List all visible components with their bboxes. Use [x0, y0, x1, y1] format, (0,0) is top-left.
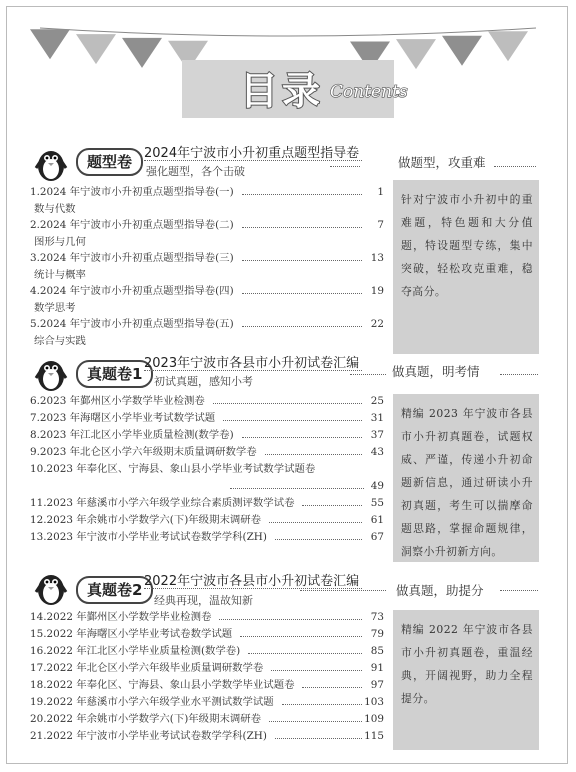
toc-entry-title: 17.2022 年北仑区小学六年级毕业质量调研数学卷 [30, 662, 264, 674]
toc-entry-title: 3.2024 年宁波市小升初重点题型指导卷(三) [30, 252, 234, 264]
bunting-flag [442, 36, 482, 66]
toc-entry-page: 91 [370, 662, 384, 674]
leader-dots [230, 488, 364, 489]
toc-entry-title: 12.2023 年余姚市小学数学六(下)年级期末调研卷 [30, 514, 262, 526]
toc-entry[interactable] [30, 393, 386, 410]
penguin-mascot-icon [30, 566, 72, 608]
motto-leader [500, 590, 538, 591]
toc-entry-page: 49 [370, 480, 384, 492]
toc-list [30, 609, 386, 745]
toc-entry-title: 1.2024 年宁波市小升初重点题型指导卷(一) [30, 186, 234, 198]
leader-dots [223, 420, 362, 421]
toc-entry[interactable] [30, 495, 386, 512]
leader-dots [242, 293, 362, 294]
section-title: 2024年宁波市小升初重点题型指导卷 [144, 146, 360, 161]
toc-entry-title: 15.2022 年海曙区小学毕业考试卷数学试题 [30, 628, 233, 640]
toc-entry-title: 19.2022 年慈溪市小学六年级学业水平测试数学试题 [30, 696, 274, 708]
bunting-flag [488, 31, 528, 61]
toc-entry[interactable] [30, 728, 386, 745]
toc-entry-page: 79 [370, 628, 384, 640]
toc-entry-title: 13.2023 年宁波市小学毕业考试试卷数学学科(ZH) [30, 531, 267, 543]
motto-leader [500, 374, 538, 375]
section-badge: 真题卷1 [76, 360, 153, 388]
leader-dots [242, 194, 362, 195]
bunting-flag [122, 38, 162, 68]
leader-dots [275, 738, 362, 739]
section-subtitle: 初试真题，感知小考 [154, 375, 253, 388]
toc-entry[interactable] [30, 660, 386, 677]
toc-entry[interactable] [30, 444, 386, 461]
leader-dots [265, 454, 362, 455]
section-sidebar-note: 精编 2022 年宁波市各县市小升初真题卷，重温经典，开阔视野，助力全程提分。 [393, 610, 539, 750]
toc-entry-page: 55 [370, 497, 384, 509]
leader-dots [213, 403, 362, 404]
toc-entry[interactable] [30, 609, 386, 626]
leader-dots [240, 636, 362, 637]
toc-entry-page: 85 [370, 645, 384, 657]
toc-entry[interactable] [30, 283, 386, 300]
toc-entry-page: 61 [370, 514, 384, 526]
leader-dots [242, 326, 362, 327]
section-sidebar-note: 针对宁波市小升初中的重难题，特色题和大分值题，特设题型专练，集中突破，轻松攻克重难，稳夺高分。 [393, 180, 539, 354]
motto-leader [350, 374, 386, 375]
leader-dots [302, 687, 362, 688]
bunting-flag [396, 39, 436, 69]
toc-entry[interactable] [30, 427, 386, 444]
section-badge: 题型卷 [76, 148, 143, 176]
toc-entry-subtitle: 综合与实践 [34, 335, 86, 347]
section-badge: 真题卷2 [76, 576, 153, 604]
toc-entry-title: 14.2022 年鄞州区小学数学毕业检测卷 [30, 611, 212, 623]
bunting-flag [76, 34, 116, 64]
section-motto: 做真题，助提分 [396, 583, 484, 598]
toc-entry-page: 103 [364, 696, 384, 708]
section-motto: 做题型，攻重难 [398, 155, 486, 170]
toc-entry-page: 1 [377, 186, 384, 198]
section-divider [144, 160, 362, 161]
toc-entry-subtitle: 数与代数 [34, 203, 76, 215]
toc-entry-title: 6.2023 年鄞州区小学数学毕业检测卷 [30, 395, 205, 407]
toc-entry-title: 11.2023 年慈溪市小学六年级学业综合素质测评数学试卷 [30, 497, 295, 509]
toc-entry-title: 10.2023 年奉化区、宁海县、象山县小学毕业考试数学试题卷 [30, 463, 316, 475]
section-motto: 做真题，明考情 [392, 364, 480, 379]
toc-entry-title: 4.2024 年宁波市小升初重点题型指导卷(四) [30, 285, 234, 297]
section-subtitle: 强化题型，各个击破 [146, 165, 245, 178]
motto-leader [330, 166, 360, 167]
leader-dots [248, 653, 362, 654]
leader-dots [282, 704, 362, 705]
toc-entry-page: 31 [370, 412, 384, 424]
toc-entry[interactable] [30, 250, 386, 267]
penguin-mascot-icon [30, 142, 72, 184]
toc-entry-title: 18.2022 年奉化区、宁海县、象山县小学数学毕业试题卷 [30, 679, 295, 691]
toc-entry[interactable] [30, 711, 386, 728]
penguin-mascot-icon [30, 352, 72, 394]
leader-dots [269, 522, 362, 523]
toc-entry-page: 115 [364, 730, 384, 742]
toc-entry-page: 13 [370, 252, 384, 264]
toc-list [30, 184, 386, 349]
leader-dots [242, 227, 362, 228]
motto-leader [300, 590, 386, 591]
toc-entry-title: 16.2022 年江北区小学毕业质量检测(数学卷) [30, 645, 241, 657]
leader-dots [242, 260, 362, 261]
toc-entry-page: 73 [370, 611, 384, 623]
toc-entry[interactable] [30, 694, 386, 711]
toc-entry[interactable] [30, 461, 386, 478]
page-title: 目录 [240, 69, 325, 113]
leader-dots [269, 721, 362, 722]
toc-entry-subtitle: 图形与几何 [34, 236, 86, 248]
toc-entry-page: 37 [370, 429, 384, 441]
toc-entry[interactable] [30, 217, 386, 234]
toc-entry-title: 20.2022 年余姚市小学数学六(下)年级期末调研卷 [30, 713, 262, 725]
toc-entry-page: 22 [370, 318, 384, 330]
section-title: 2022年宁波市各县市小升初试卷汇编 [144, 574, 360, 589]
leader-dots [302, 505, 362, 506]
toc-entry[interactable] [30, 643, 386, 660]
motto-leader [494, 166, 536, 167]
toc-entry-title: 2.2024 年宁波市小升初重点题型指导卷(二) [30, 219, 234, 231]
toc-entry[interactable] [30, 316, 386, 333]
toc-entry[interactable] [30, 529, 386, 546]
toc-entry-title: 9.2023 年北仑区小学六年级期末质量调研数学卷 [30, 446, 257, 458]
toc-entry[interactable] [30, 410, 386, 427]
toc-entry-title: 5.2024 年宁波市小升初重点题型指导卷(五) [30, 318, 234, 330]
toc-entry-page: 97 [370, 679, 384, 691]
toc-entry-page: 25 [370, 395, 384, 407]
toc-entry[interactable] [30, 512, 386, 529]
toc-entry-subtitle: 数学思考 [34, 302, 76, 314]
section-divider [144, 370, 362, 371]
leader-dots [219, 619, 362, 620]
toc-entry[interactable] [30, 626, 386, 643]
toc-entry-page: 19 [370, 285, 384, 297]
page-title-english: Contents [330, 82, 408, 102]
leader-dots [275, 539, 362, 540]
toc-entry-page: 7 [377, 219, 384, 231]
leader-dots [271, 670, 362, 671]
section-subtitle: 经典再现，温故知新 [154, 594, 253, 607]
section-sidebar-note: 精编 2023 年宁波市各县市小升初真题卷，试题权威、严谨，传递小升初命题新信息，通过研读小升初真题，考生可以揣摩命题思路，掌握命题规律，洞察小升初新方向。 [393, 394, 539, 562]
toc-entry-page: 109 [364, 713, 384, 725]
toc-entry-continuation [30, 478, 386, 495]
toc-list [30, 393, 386, 546]
toc-entry-page: 43 [370, 446, 384, 458]
toc-entry-subtitle: 统计与概率 [34, 269, 86, 281]
bunting-flag [30, 29, 70, 59]
toc-entry[interactable] [30, 677, 386, 694]
toc-entry-page: 67 [370, 531, 384, 543]
section-title: 2023年宁波市各县市小升初试卷汇编 [144, 356, 360, 371]
toc-entry[interactable] [30, 184, 386, 201]
toc-entry-title: 21.2022 年宁波市小学毕业考试试卷数学学科(ZH) [30, 730, 267, 742]
leader-dots [242, 437, 362, 438]
section-divider [144, 588, 362, 589]
toc-entry-title: 7.2023 年海曙区小学毕业考试数学试题 [30, 412, 216, 424]
toc-entry-title: 8.2023 年江北区小学毕业质量检测(数学卷) [30, 429, 234, 441]
